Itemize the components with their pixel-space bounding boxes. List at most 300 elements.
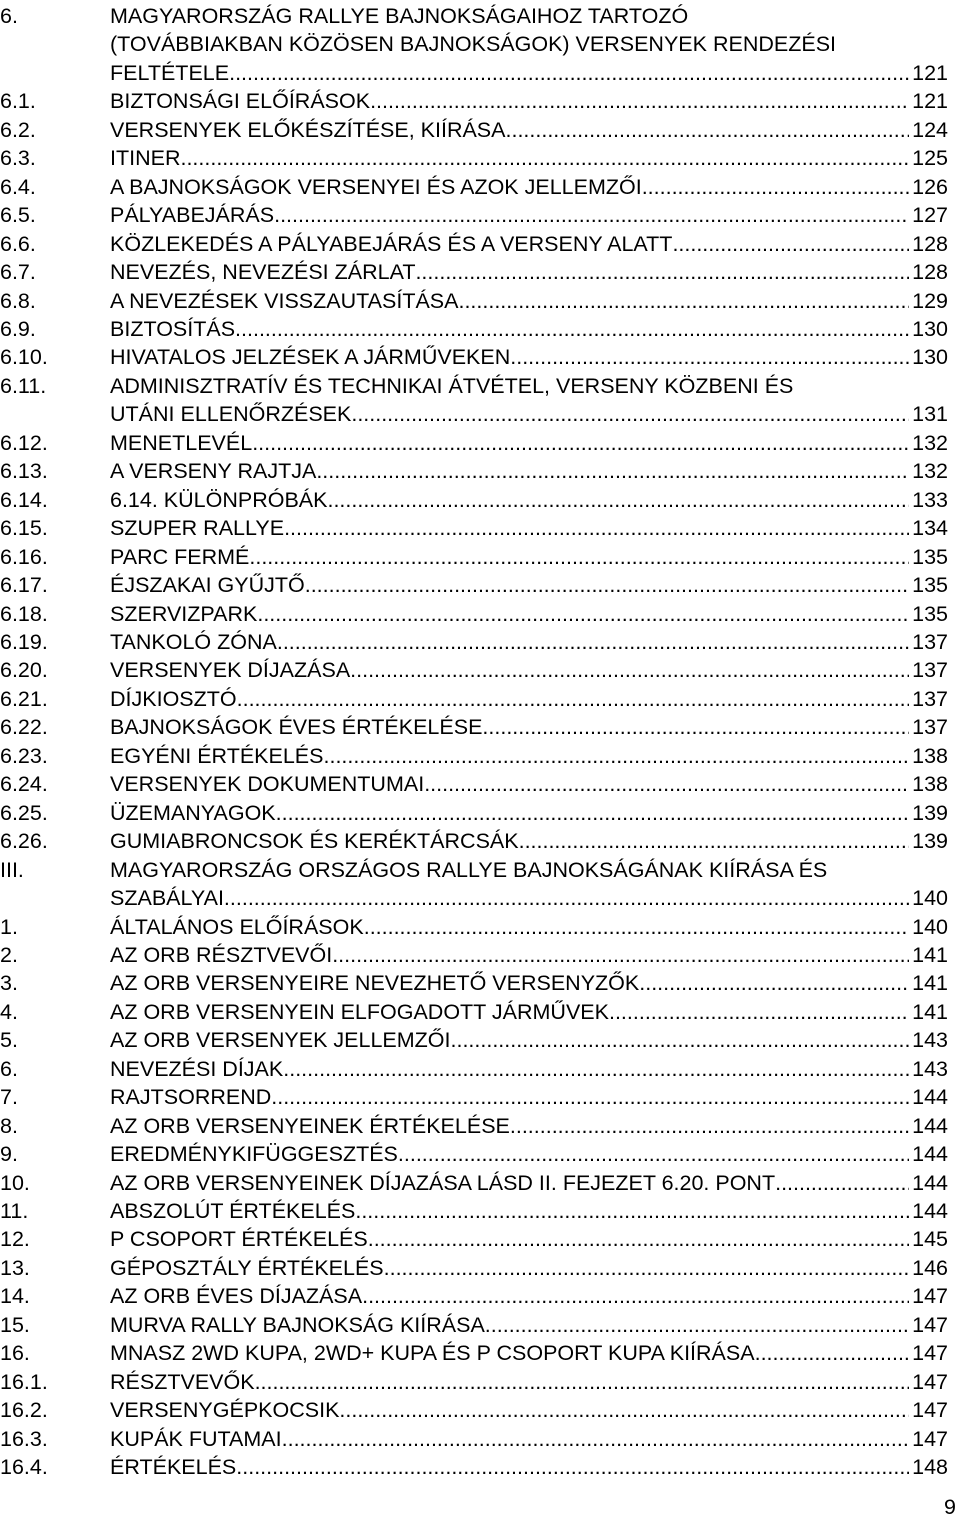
toc-entry-title-row: [110, 600, 948, 628]
toc-entry-page: 144: [912, 1142, 948, 1167]
toc-entry-title-row: [110, 656, 948, 684]
toc-dot-leader: [236, 1453, 909, 1481]
toc-entry-number: 6.2.: [0, 117, 36, 142]
toc-entry-body: [110, 1254, 948, 1282]
toc-entry-body: [110, 1083, 948, 1111]
toc-entry-title: VERSENYGÉPKOCSIK: [110, 1398, 340, 1423]
toc-entry[interactable]: [0, 1425, 948, 1453]
toc-entry[interactable]: [0, 315, 948, 343]
toc-entry-title-row: [110, 429, 948, 457]
toc-entry[interactable]: [0, 1169, 948, 1197]
toc-entry[interactable]: [0, 543, 948, 571]
toc-dot-leader: [362, 1282, 909, 1310]
toc-entry-page: 144: [912, 1199, 948, 1224]
toc-entry-number: 15.: [0, 1312, 30, 1337]
toc-entry-title: A BAJNOKSÁGOK VERSENYEI ÉS AZOK JELLEMZŐI: [110, 174, 642, 199]
toc-entry[interactable]: [0, 713, 948, 741]
toc-entry-body: [110, 913, 948, 941]
toc-entry-title: AZ ORB VERSENYEINEK DÍJAZÁSA LÁSD II. FEJEZET 6.20. PONT: [110, 1170, 776, 1195]
toc-entry-title-row: [110, 315, 948, 343]
toc-entry-title: GUMIABRONCSOK ÉS KERÉKTÁRCSÁK: [110, 829, 519, 854]
toc-entry-title-row: [110, 543, 948, 571]
toc-entry-body: [110, 1396, 948, 1424]
toc-entry-number: 6.6.: [0, 231, 36, 256]
toc-dot-leader: [235, 315, 909, 343]
toc-entry[interactable]: [0, 116, 948, 144]
toc-entry-title-row: [110, 685, 948, 713]
toc-entry-page: 144: [912, 1085, 948, 1110]
toc-entry-page: 129: [912, 288, 948, 313]
toc-entry-title: EGYÉNI ÉRTÉKELÉS: [110, 743, 324, 768]
toc-entry-title: AZ ORB VERSENYEK JELLEMZŐI: [110, 1028, 451, 1053]
toc-entry-title-row: [110, 287, 948, 315]
toc-entry-number: 6.: [0, 1056, 18, 1081]
toc-entry-number: 6.13.: [0, 459, 48, 484]
toc-entry-page: 147: [912, 1284, 948, 1309]
toc-dot-leader: [180, 144, 909, 172]
toc-entry-title-row: [110, 799, 948, 827]
toc-entry-title-row: [110, 1197, 948, 1225]
toc-entry[interactable]: [0, 429, 948, 457]
toc-entry-number: 9.: [0, 1142, 18, 1167]
toc-dot-leader: [257, 600, 909, 628]
toc-entry-title: P CSOPORT ÉRTÉKELÉS: [110, 1227, 368, 1252]
toc-entry-title-row: [110, 913, 948, 941]
toc-entry-title: MURVA RALLY BAJNOKSÁG KIÍRÁSA: [110, 1312, 485, 1337]
toc-dot-leader: [519, 827, 910, 855]
toc-entry-title: NEVEZÉSI DÍJAK: [110, 1056, 284, 1081]
toc-dot-leader: [451, 1026, 910, 1054]
toc-entry[interactable]: [0, 457, 948, 485]
toc-dot-leader: [639, 969, 909, 997]
toc-entry-body: [110, 1169, 948, 1197]
toc-entry-title-line: ADMINISZTRATÍV ÉS TECHNIKAI ÁTVÉTEL, VERSENY KÖZBENI ÉS: [110, 373, 794, 398]
toc-entry[interactable]: [0, 1311, 948, 1339]
toc-entry-page: 146: [912, 1255, 948, 1280]
toc-entry-page: 121: [912, 60, 948, 85]
toc-entry-number: 6.: [0, 4, 18, 28]
toc-entry-number: 6.17.: [0, 573, 48, 598]
toc-dot-leader: [249, 543, 909, 571]
toc-entry-number: 6.7.: [0, 260, 36, 285]
toc-entry-number: 6.22.: [0, 715, 48, 740]
toc-entry[interactable]: [0, 685, 948, 713]
toc-entry-title-row: [110, 884, 948, 912]
toc-entry-number: 6.9.: [0, 316, 36, 341]
toc-entry-title-line: (TOVÁBBIAKBAN KÖZÖSEN BAJNOKSÁGOK) VERSENYEK RENDEZÉSI: [110, 32, 837, 57]
toc-entry-number: III.: [0, 857, 24, 882]
toc-entry-title: ABSZOLÚT ÉRTÉKELÉS: [110, 1199, 356, 1224]
toc-entry-number: 6.8.: [0, 288, 36, 313]
toc-entry-body: [110, 1112, 948, 1140]
toc-entry-body: [110, 628, 948, 656]
toc-entry-page: 137: [912, 658, 948, 683]
toc-entry-title: SZERVIZPARK: [110, 601, 258, 626]
toc-entry[interactable]: [0, 770, 948, 798]
toc-dot-leader: [355, 1197, 909, 1225]
toc-entry-number: 6.16.: [0, 544, 48, 569]
toc-entry[interactable]: [0, 1026, 948, 1054]
toc-entry[interactable]: [0, 1368, 948, 1396]
toc-entry-title-row: [110, 1282, 948, 1310]
toc-entry-body: [110, 1368, 948, 1396]
table-of-contents: [0, 2, 948, 1482]
toc-entry-body: [110, 770, 948, 798]
toc-entry-page: 147: [912, 1312, 948, 1337]
toc-entry-body: [110, 287, 948, 315]
toc-entry-title-row: [110, 457, 948, 485]
toc-entry-number: 6.3.: [0, 146, 36, 171]
toc-entry-title: BIZTOSÍTÁS: [110, 316, 236, 341]
toc-dot-leader: [775, 1169, 909, 1197]
toc-entry-title: A VERSENY RAJTJA: [110, 459, 317, 484]
toc-entry-body: [110, 87, 948, 115]
toc-entry-title-row: [110, 941, 948, 969]
toc-entry-page: 132: [912, 459, 948, 484]
toc-entry-page: 139: [912, 800, 948, 825]
toc-dot-leader: [384, 1254, 909, 1282]
toc-entry[interactable]: [0, 287, 948, 315]
toc-entry-page: 138: [912, 772, 948, 797]
toc-dot-leader: [424, 770, 909, 798]
toc-entry-body: [110, 1282, 948, 1310]
toc-entry-title-row: [110, 713, 948, 741]
toc-entry-body: [110, 315, 948, 343]
toc-entry-page: 140: [912, 914, 948, 939]
toc-entry-body: [110, 685, 948, 713]
toc-dot-leader: [283, 1055, 909, 1083]
toc-entry-title-row: [110, 1026, 948, 1054]
toc-dot-leader: [339, 1396, 909, 1424]
toc-entry-page: 147: [912, 1369, 948, 1394]
toc-entry[interactable]: [0, 514, 948, 542]
toc-entry-number: 6.23.: [0, 743, 48, 768]
toc-entry[interactable]: [0, 1339, 948, 1367]
toc-entry-number: 6.11.: [0, 373, 47, 398]
toc-entry-title: BAJNOKSÁGOK ÉVES ÉRTÉKELÉSE: [110, 715, 483, 740]
toc-entry[interactable]: [0, 258, 948, 286]
toc-entry-number: 5.: [0, 1028, 18, 1053]
toc-entry-title: ÉJSZAKAI GYŰJTŐ: [110, 573, 305, 598]
toc-entry-body: [110, 116, 948, 144]
toc-entry[interactable]: [0, 799, 948, 827]
toc-entry-body: [110, 429, 948, 457]
toc-entry[interactable]: [0, 1112, 948, 1140]
toc-entry-body: [110, 856, 948, 913]
toc-entry[interactable]: [0, 856, 948, 913]
toc-entry[interactable]: [0, 969, 948, 997]
toc-entry[interactable]: [0, 144, 948, 172]
toc-entry[interactable]: [0, 372, 948, 429]
toc-entry-page: 132: [912, 430, 948, 455]
toc-entry-title: 6.14. KÜLÖNPRÓBÁK: [110, 487, 328, 512]
toc-dot-leader: [277, 628, 909, 656]
toc-entry-title-row: [110, 116, 948, 144]
toc-entry-title: MENETLEVÉL: [110, 430, 253, 455]
toc-entry-title: DÍJKIOSZTÓ: [110, 686, 237, 711]
toc-entry-page: 128: [912, 260, 948, 285]
toc-entry-page: 143: [912, 1028, 948, 1053]
toc-entry-title: ITINER: [110, 146, 181, 171]
toc-entry-title: ÜZEMANYAGOK: [110, 800, 276, 825]
toc-entry-page: 135: [912, 573, 948, 598]
toc-entry[interactable]: [0, 173, 948, 201]
toc-entry-number: 6.12.: [0, 430, 48, 455]
toc-entry-page: 139: [912, 829, 948, 854]
toc-entry-title-row: [110, 1368, 948, 1396]
toc-entry-title-row: [110, 1225, 948, 1253]
toc-entry-title: KÖZLEKEDÉS A PÁLYABEJÁRÁS ÉS A VERSENY ALATT: [110, 231, 673, 256]
toc-entry-title: AZ ORB VERSENYEIRE NEVEZHETŐ VERSENYZŐK: [110, 971, 640, 996]
toc-dot-leader: [324, 742, 910, 770]
toc-dot-leader: [255, 1368, 910, 1396]
toc-entry-body: [110, 1225, 948, 1253]
toc-entry-title-row: [110, 1453, 948, 1481]
toc-entry-number: 6.25.: [0, 800, 48, 825]
toc-dot-leader: [224, 884, 909, 912]
toc-dot-leader: [398, 1140, 909, 1168]
toc-entry-body: [110, 799, 948, 827]
toc-entry-number: 10.: [0, 1170, 30, 1195]
toc-entry[interactable]: [0, 1140, 948, 1168]
toc-entry-title-row: [110, 969, 948, 997]
toc-entry[interactable]: [0, 913, 948, 941]
toc-entry[interactable]: [0, 486, 948, 514]
toc-entry-title-row: [110, 173, 948, 201]
toc-entry[interactable]: [0, 600, 948, 628]
toc-entry-body: [110, 600, 948, 628]
toc-entry-title-row: [110, 1396, 948, 1424]
toc-entry-title-row: [110, 1311, 948, 1339]
toc-entry-page: 145: [912, 1227, 948, 1252]
toc-entry-page: 140: [912, 886, 948, 911]
toc-entry-title: RAJTSORREND: [110, 1085, 272, 1110]
toc-entry-title-row: [110, 827, 948, 855]
toc-entry-number: 4.: [0, 999, 18, 1024]
toc-entry-title: VERSENYEK ELŐKÉSZÍTÉSE, KIÍRÁSA: [110, 117, 506, 142]
toc-dot-leader: [755, 1339, 910, 1367]
toc-entry-number: 6.26.: [0, 829, 48, 854]
toc-entry[interactable]: [0, 87, 948, 115]
toc-entry[interactable]: [0, 1083, 948, 1111]
toc-entry[interactable]: [0, 230, 948, 258]
toc-entry[interactable]: [0, 1225, 948, 1253]
toc-entry-title: AZ ORB VERSENYEIN ELFOGADOTT JÁRMŰVEK: [110, 999, 609, 1024]
toc-entry-page: 128: [912, 231, 948, 256]
toc-entry-number: 6.24.: [0, 772, 48, 797]
toc-entry-title: VERSENYEK DOKUMENTUMAI: [110, 772, 425, 797]
toc-entry[interactable]: [0, 343, 948, 371]
toc-entry[interactable]: [0, 1396, 948, 1424]
toc-entry[interactable]: [0, 1197, 948, 1225]
toc-entry-body: [110, 742, 948, 770]
toc-entry-body: [110, 258, 948, 286]
toc-dot-leader: [305, 571, 909, 599]
toc-dot-leader: [282, 1425, 910, 1453]
toc-dot-leader: [271, 1083, 909, 1111]
toc-entry-number: 6.21.: [0, 686, 48, 711]
toc-entry-body: [110, 372, 948, 429]
toc-entry-page: 137: [912, 715, 948, 740]
toc-entry-body: [110, 144, 948, 172]
toc-dot-leader: [506, 116, 910, 144]
toc-entry-body: [110, 1197, 948, 1225]
toc-entry-number: 11.: [0, 1199, 29, 1224]
toc-entry-body: [110, 1026, 948, 1054]
toc-dot-leader: [370, 87, 909, 115]
toc-entry-title: SZUPER RALLYE: [110, 516, 285, 541]
toc-entry-number: 6.14.: [0, 487, 48, 512]
toc-entry-title: NEVEZÉS, NEVEZÉSI ZÁRLAT: [110, 260, 416, 285]
toc-dot-leader: [274, 201, 909, 229]
toc-entry-title-row: [110, 770, 948, 798]
toc-entry-title: AZ ORB ÉVES DÍJAZÁSA: [110, 1284, 363, 1309]
toc-entry-title-row: [110, 998, 948, 1026]
toc-entry[interactable]: [0, 571, 948, 599]
toc-entry-body: [110, 1140, 948, 1168]
toc-entry-title: UTÁNI ELLENŐRZÉSEK: [110, 402, 352, 427]
toc-entry-body: [110, 230, 948, 258]
toc-entry-title-row: [110, 1254, 948, 1282]
toc-entry-body: [110, 1425, 948, 1453]
toc-entry-page: 133: [912, 487, 948, 512]
toc-entry-body: [110, 2, 948, 87]
toc-entry[interactable]: [0, 201, 948, 229]
toc-entry-number: 6.15.: [0, 516, 48, 541]
toc-entry-title-row: [110, 144, 948, 172]
toc-entry-body: [110, 1453, 948, 1481]
toc-entry[interactable]: [0, 1282, 948, 1310]
toc-entry-title-row: [110, 1425, 948, 1453]
toc-entry-title: AZ ORB RÉSZTVEVŐI: [110, 942, 333, 967]
toc-entry[interactable]: [0, 1254, 948, 1282]
toc-entry-number: 6.10.: [0, 345, 48, 370]
toc-dot-leader: [609, 998, 909, 1026]
toc-entry-page: 137: [912, 686, 948, 711]
toc-dot-leader: [672, 230, 909, 258]
toc-dot-leader: [364, 913, 909, 941]
toc-entry-body: [110, 1311, 948, 1339]
toc-entry[interactable]: [0, 941, 948, 969]
toc-dot-leader: [642, 173, 909, 201]
toc-entry-body: [110, 1055, 948, 1083]
toc-entry-title: RÉSZTVEVŐK: [110, 1369, 255, 1394]
toc-entry-page: 126: [912, 174, 948, 199]
toc-entry-number: 16.1.: [0, 1369, 48, 1394]
toc-entry-title-row: [110, 258, 948, 286]
toc-entry-page: 143: [912, 1056, 948, 1081]
toc-entry-title: TANKOLÓ ZÓNA: [110, 629, 277, 654]
toc-entry-page: 141: [912, 971, 948, 996]
toc-entry-title-row: [110, 1169, 948, 1197]
toc-entry-title-row: [110, 1055, 948, 1083]
toc-entry-title: FELTÉTELE: [110, 60, 230, 85]
toc-entry-page: 130: [912, 345, 948, 370]
toc-dot-leader: [327, 486, 909, 514]
toc-entry[interactable]: [0, 742, 948, 770]
toc-dot-leader: [510, 343, 909, 371]
toc-entry-number: 16.: [0, 1341, 30, 1366]
toc-entry-title-row: [110, 1083, 948, 1111]
toc-entry-page: 134: [912, 516, 948, 541]
toc-entry[interactable]: [0, 628, 948, 656]
toc-dot-leader: [485, 1311, 909, 1339]
toc-entry-number: 6.18.: [0, 601, 48, 626]
toc-entry-title: ÉRTÉKELÉS: [110, 1455, 237, 1480]
toc-entry-page: 141: [912, 999, 948, 1024]
toc-entry-number: 14.: [0, 1284, 30, 1309]
toc-entry-title: AZ ORB VERSENYEINEK ÉRTÉKELÉSE: [110, 1113, 510, 1138]
toc-entry-title-row: [110, 201, 948, 229]
toc-entry-page: 135: [912, 601, 948, 626]
toc-dot-leader: [229, 59, 909, 87]
toc-entry-title: BIZTONSÁGI ELŐÍRÁSOK: [110, 89, 371, 114]
toc-entry[interactable]: [0, 1055, 948, 1083]
toc-dot-leader: [510, 1112, 909, 1140]
toc-entry-title-line: MAGYARORSZÁG RALLYE BAJNOKSÁGAIHOZ TARTOZÓ: [110, 4, 689, 28]
toc-entry-page: 147: [912, 1398, 948, 1423]
toc-entry-title: PÁLYABEJÁRÁS: [110, 203, 275, 228]
toc-entry-number: 16.3.: [0, 1426, 48, 1451]
toc-entry-number: 6.20.: [0, 658, 48, 683]
toc-entry-body: [110, 713, 948, 741]
toc-entry-number: 1.: [0, 914, 18, 939]
toc-dot-leader: [350, 656, 909, 684]
toc-dot-leader: [368, 1225, 909, 1253]
toc-entry-body: [110, 457, 948, 485]
toc-entry-number: 3.: [0, 971, 18, 996]
toc-entry-number: 6.5.: [0, 203, 36, 228]
toc-entry-page: 144: [912, 1170, 948, 1195]
toc-dot-leader: [252, 429, 909, 457]
toc-entry-number: 6.1.: [0, 89, 36, 114]
toc-dot-leader: [237, 685, 910, 713]
toc-dot-leader: [316, 457, 909, 485]
toc-entry-page: 147: [912, 1426, 948, 1451]
toc-entry-number: 6.19.: [0, 629, 48, 654]
toc-entry-page: 144: [912, 1113, 948, 1138]
toc-entry-title-row: [110, 486, 948, 514]
toc-entry-page: 135: [912, 544, 948, 569]
toc-entry-page: 130: [912, 316, 948, 341]
page-number: 9: [944, 1495, 956, 1519]
toc-entry-title-row: [110, 514, 948, 542]
toc-entry-body: [110, 201, 948, 229]
toc-entry-body: [110, 656, 948, 684]
toc-dot-leader: [276, 799, 909, 827]
toc-entry-title-line: MAGYARORSZÁG ORSZÁGOS RALLYE BAJNOKSÁGÁNAK KIÍRÁSA ÉS: [110, 857, 828, 882]
toc-dot-leader: [458, 287, 909, 315]
toc-entry[interactable]: [0, 2, 948, 87]
toc-entry-number: 6.4.: [0, 174, 36, 199]
toc-entry-title-row: [110, 628, 948, 656]
toc-entry-title: GÉPOSZTÁLY ÉRTÉKELÉS: [110, 1255, 384, 1280]
toc-entry-title: HIVATALOS JELZÉSEK A JÁRMŰVEKEN: [110, 345, 511, 370]
toc-entry-title-row: [110, 400, 948, 428]
toc-entry-page: 147: [912, 1341, 948, 1366]
toc-entry-title-row: [110, 343, 948, 371]
toc-entry-number: 8.: [0, 1113, 18, 1138]
toc-entry-page: 121: [912, 89, 948, 114]
toc-entry[interactable]: [0, 1453, 948, 1481]
toc-entry[interactable]: [0, 656, 948, 684]
toc-entry-title: A NEVEZÉSEK VISSZAUTASÍTÁSA: [110, 288, 459, 313]
toc-entry-page: 127: [912, 203, 948, 228]
toc-entry-page: 138: [912, 743, 948, 768]
toc-entry-title: KUPÁK FUTAMAI: [110, 1426, 282, 1451]
toc-entry[interactable]: [0, 998, 948, 1026]
toc-entry[interactable]: [0, 827, 948, 855]
